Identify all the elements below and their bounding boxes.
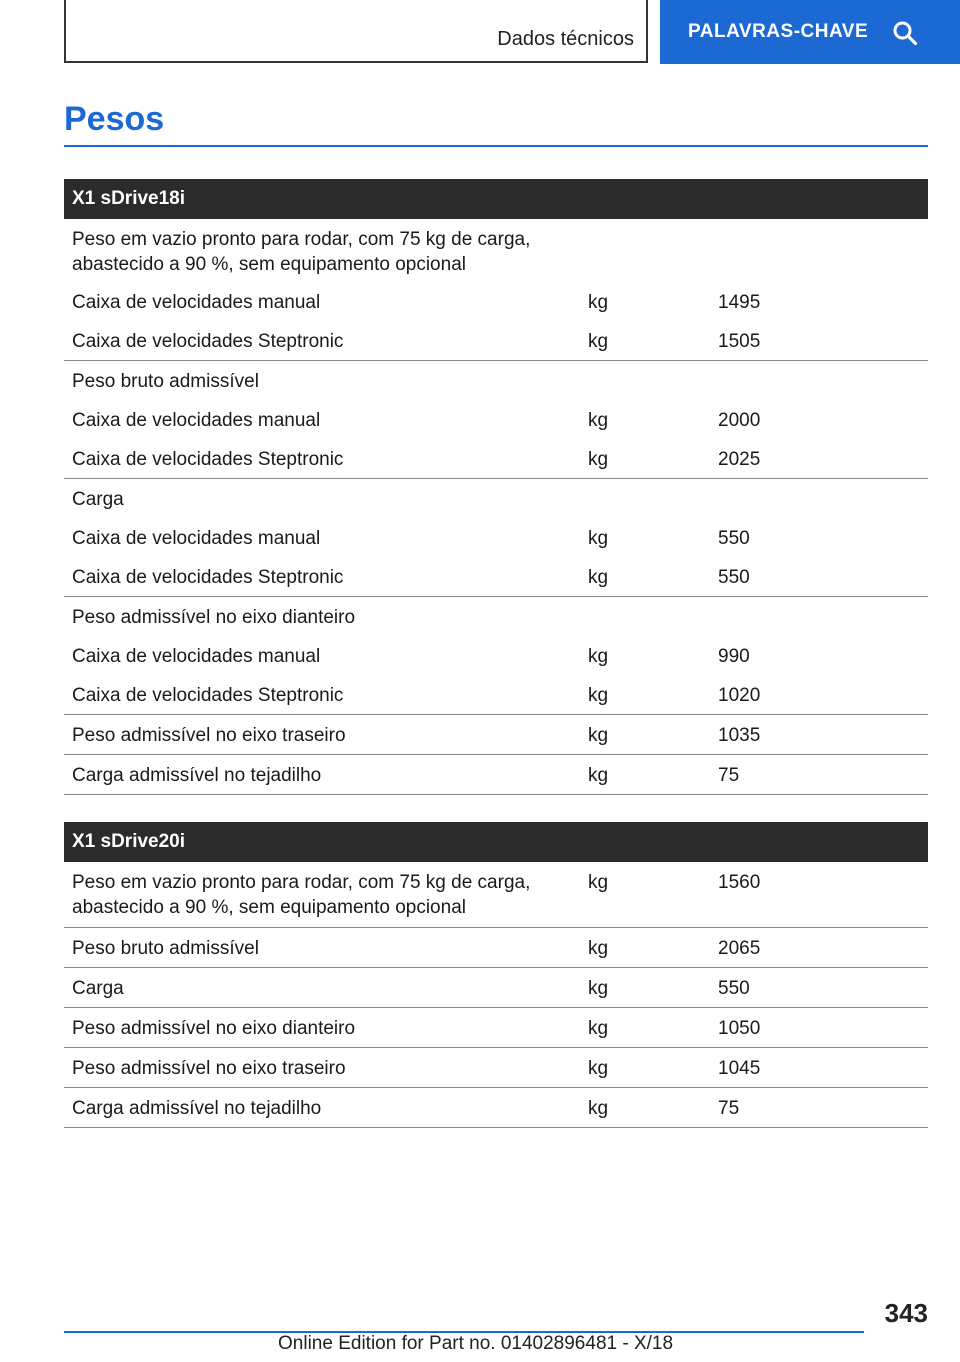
table-row [64,715,928,755]
table-row [64,675,928,715]
table-row [64,1008,928,1048]
row-label: Caixa de velocidades manual [72,528,321,549]
table-row [64,282,928,321]
row-value: 2025 [718,449,761,470]
keywords-button[interactable] [660,0,960,64]
table-row [64,1048,928,1088]
row-unit: kg [588,1098,609,1119]
row-label: Peso admissível no eixo dianteiro [72,607,356,628]
row-label: Peso admissível no eixo traseiro [72,1058,346,1079]
row-value: 550 [718,528,750,549]
row-value: 75 [718,1098,740,1119]
table-heading: X1 sDrive20i [64,822,928,862]
row-value: 75 [718,765,740,786]
row-value: 1035 [718,725,761,746]
row-unit: kg [588,1018,609,1039]
table-row [64,479,928,518]
row-label: Caixa de velocidades manual [72,410,321,431]
row-unit: kg [588,528,609,549]
footer-edition: Online Edition for Part no. 01402896481 - X/18 [278,1333,674,1354]
row-label: Peso em vazio pronto para rodar, com 75 kg de carga, abastecido a 90 %, sem equipamento opcional [72,229,531,275]
row-value: 1560 [718,872,761,893]
table-row [64,928,928,968]
row-value: 1020 [718,685,761,706]
row-unit: kg [588,725,609,746]
row-label: Caixa de velocidades Steptronic [72,331,344,352]
row-label: Carga admissível no tejadilho [72,765,322,786]
row-value: 990 [718,646,750,667]
row-value: 2000 [718,410,761,431]
page-title: Pesos [64,100,165,138]
table-body [64,219,928,795]
row-value: 1045 [718,1058,761,1079]
section-label: Dados técnicos [497,28,634,50]
table-row [64,636,928,675]
row-value: 550 [718,978,750,999]
row-unit: kg [588,685,609,706]
row-label: Peso admissível no eixo traseiro [72,725,346,746]
row-unit: kg [588,331,609,352]
row-label: Carga [72,978,124,999]
table-row [64,219,928,282]
row-value: 1050 [718,1018,761,1039]
row-label: Caixa de velocidades Steptronic [72,567,344,588]
table-body [64,862,928,1128]
row-value: 550 [718,567,750,588]
row-label: Caixa de velocidades manual [72,646,321,667]
row-label: Peso admissível no eixo dianteiro [72,1018,356,1039]
table-row [64,597,928,636]
row-unit: kg [588,1058,609,1079]
spec-table-sdrive20i [64,822,928,1128]
table-row [64,862,928,928]
spec-table-sdrive18i [64,179,928,795]
row-unit: kg [588,292,609,313]
table-row [64,361,928,400]
page-number: 343 [884,1298,928,1328]
title-rule [64,145,928,147]
row-label: Caixa de velocidades Steptronic [72,685,344,706]
row-unit: kg [588,978,609,999]
row-unit: kg [588,449,609,470]
keywords-button-label: PALAVRAS-CHAVE [688,21,869,42]
table-row [64,755,928,795]
table-row [64,968,928,1008]
row-label: Peso bruto admissível [72,371,259,392]
row-label: Carga [72,489,124,510]
search-icon [892,20,918,46]
row-value: 2065 [718,938,761,959]
table-row [64,518,928,557]
row-value: 1505 [718,331,761,352]
table-row [64,321,928,361]
row-unit: kg [588,646,609,667]
row-label: Carga admissível no tejadilho [72,1098,322,1119]
table-row [64,557,928,597]
table-row [64,400,928,439]
row-unit: kg [588,410,609,431]
table-row [64,439,928,479]
row-unit: kg [588,567,609,588]
row-label: Caixa de velocidades Steptronic [72,449,344,470]
row-unit: kg [588,872,609,893]
table-row [64,1088,928,1128]
row-label: Peso bruto admissível [72,938,259,959]
section-tab[interactable] [64,0,648,63]
row-label: Peso em vazio pronto para rodar, com 75 kg de carga, abastecido a 90 %, sem equipamento opcional [72,872,531,918]
row-label: Caixa de velocidades manual [72,292,321,313]
row-unit: kg [588,938,609,959]
page-header [64,0,960,66]
table-heading: X1 sDrive18i [64,179,928,219]
row-value: 1495 [718,292,761,313]
row-unit: kg [588,765,609,786]
